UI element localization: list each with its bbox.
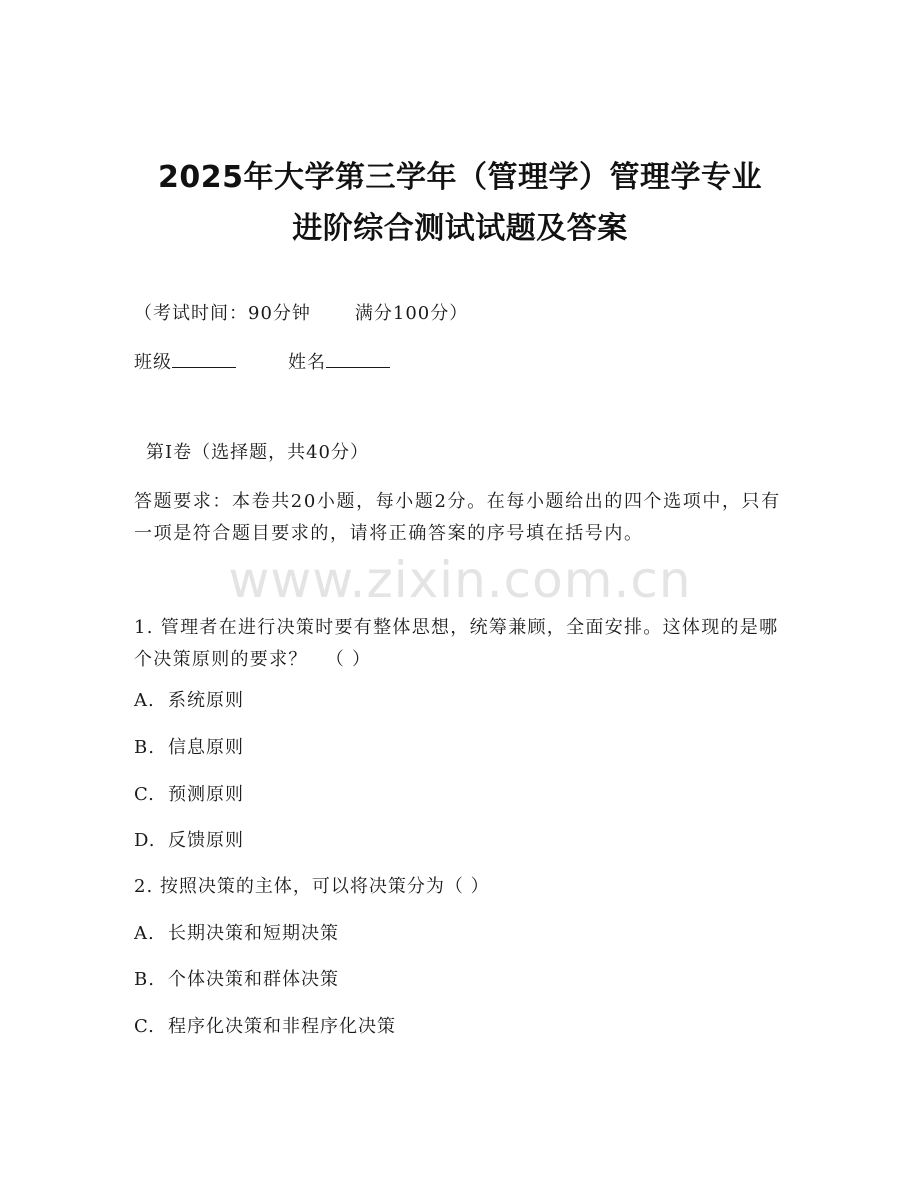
name-blank: [326, 349, 390, 368]
question-1-option-d: [134, 829, 244, 853]
question-2-option-b: [134, 968, 339, 992]
name-field: [288, 349, 390, 375]
question-1-option-a: [134, 689, 244, 713]
question-1-option-b: [134, 736, 244, 760]
document-title-line-2: 进阶综合测试试题及答案: [292, 211, 628, 246]
watermark: www.zixin.com.cn: [228, 551, 692, 609]
exam-time: （考试时间：90分钟: [134, 303, 311, 324]
option-text: 个体决策和群体决策: [168, 969, 339, 990]
question-1-stem: [134, 612, 794, 676]
option-text: 程序化决策和非程序化决策: [168, 1016, 396, 1037]
section-title: 第I卷（选择题，共40分）: [146, 442, 370, 463]
name-label: 姓名: [288, 352, 326, 373]
option-letter: C.: [134, 1016, 155, 1037]
question-2-stem: 2. 按照决策的主体，可以将决策分为（ ）: [134, 876, 490, 897]
question-1-option-c: [134, 783, 244, 807]
option-text: 反馈原则: [168, 830, 244, 851]
exam-info: [134, 302, 468, 326]
class-label: 班级: [134, 352, 172, 373]
option-text: 预测原则: [168, 784, 244, 805]
question-2-option-a: [134, 922, 339, 946]
option-text: 系统原则: [168, 690, 244, 711]
answer-instructions: 答题要求：本卷共20小题，每小题2分。在每小题给出的四个选项中，只有一项是符合题目要求的，请将正确答案的序号填在括号内。: [134, 491, 781, 544]
student-info-row: [134, 349, 390, 375]
question-1-answer-paren: （ ）: [325, 649, 372, 670]
option-letter: A.: [134, 690, 155, 711]
full-score: 满分100分）: [354, 303, 469, 324]
document-title-line-1: 2025年大学第三学年（管理学）管理学专业: [158, 160, 762, 195]
option-letter: D.: [134, 830, 156, 851]
class-field: [134, 349, 236, 375]
class-blank: [172, 349, 236, 368]
option-text: 长期决策和短期决策: [168, 923, 339, 944]
option-letter: C.: [134, 784, 155, 805]
question-2-option-c: [134, 1015, 396, 1039]
question-1-text: 1. 管理者在进行决策时要有整体思想，统筹兼顾，全面安排。这体现的是哪个决策原则的要求？: [134, 617, 779, 670]
option-letter: B.: [134, 737, 155, 758]
option-letter: B.: [134, 969, 155, 990]
option-text: 信息原则: [168, 737, 244, 758]
option-letter: A.: [134, 923, 155, 944]
